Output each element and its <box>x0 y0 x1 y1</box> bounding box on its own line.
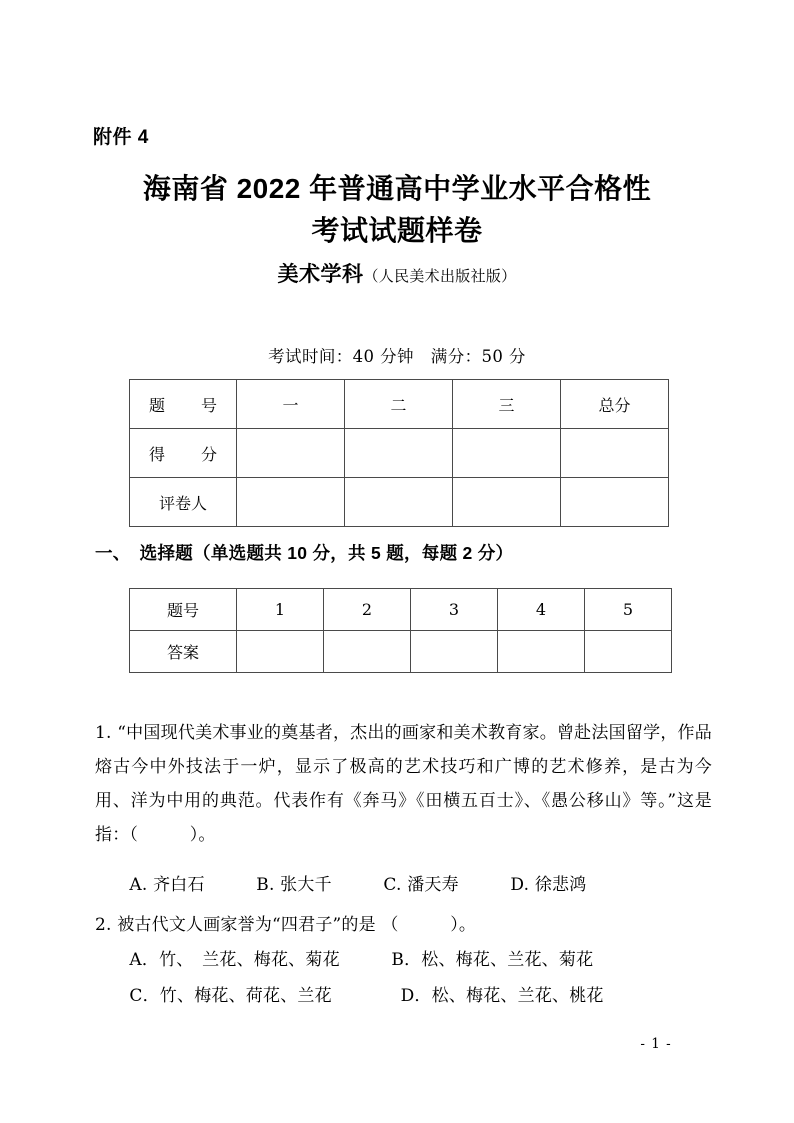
question-2-options-line-2[interactable]: C．竹、梅花、荷花、兰花 D．松、梅花、兰花、桃花 <box>95 986 604 1006</box>
table-row <box>130 631 672 673</box>
question-2-text: 2. 被古代文人画家誉为“四君子”的是 （ ）。 <box>95 915 477 935</box>
answer-table-answer-cell[interactable] <box>498 631 585 673</box>
score-table-cell[interactable]: 二 <box>345 380 453 429</box>
table-row <box>130 478 669 527</box>
score-table-row-label: 得 分 <box>130 429 237 478</box>
subject-name: 美术学科 <box>277 263 364 286</box>
answer-table-question-number: 4 <box>498 589 585 631</box>
page-title-line-1: 海南省 2022 年普通高中学业水平合格性 <box>142 173 652 204</box>
answer-sheet-table <box>129 588 672 673</box>
score-table-cell[interactable] <box>561 429 669 478</box>
page-number-footer: - 1 - <box>640 1036 672 1052</box>
score-table-cell[interactable]: 一 <box>237 380 345 429</box>
score-table-row-label: 评卷人 <box>130 478 237 527</box>
page-title <box>97 168 697 252</box>
exam-meta-info: 考试时间：40 分钟 满分：50 分 <box>268 347 526 366</box>
score-table-cell[interactable] <box>561 478 669 527</box>
question-1-options[interactable]: A. 齐白石 B. 张大千 C. 潘天寿 D. 徐悲鸿 <box>95 875 587 895</box>
score-table <box>129 379 669 527</box>
attachment-label: 附件 4 <box>93 127 149 148</box>
score-table-cell[interactable] <box>237 429 345 478</box>
question-1-text: 1. “中国现代美术事业的奠基者，杰出的画家和美术教育家。曾赴法国留学，作品熔古今中外技法于一炉，显示了极高的艺术技巧和广博的艺术修养，是古为今用、洋为中用的典范。代表作有《奔马》《田横五百士》、《愚公移山》等。”这是指：（ ）。 <box>95 723 712 845</box>
question-2-options-line-1[interactable]: A．竹、 兰花、梅花、菊花 B．松、梅花、兰花、菊花 <box>95 950 594 970</box>
answer-table-answer-cell[interactable] <box>585 631 672 673</box>
section-heading-1: 一、 选择题（单选题共 10 分，共 5 题，每题 2 分） <box>95 543 514 563</box>
answer-table-answer-cell[interactable] <box>237 631 324 673</box>
answer-table-question-number: 1 <box>237 589 324 631</box>
score-table-cell[interactable] <box>453 429 561 478</box>
table-row <box>130 429 669 478</box>
subject-publisher: （人民美术出版社版） <box>363 267 517 285</box>
score-table-cell[interactable]: 三 <box>453 380 561 429</box>
answer-table-question-number: 2 <box>324 589 411 631</box>
answer-table-answer-label: 答案 <box>130 631 237 673</box>
table-row <box>130 380 669 429</box>
score-table-cell[interactable]: 总分 <box>561 380 669 429</box>
score-table-cell[interactable] <box>345 478 453 527</box>
score-table-cell[interactable] <box>345 429 453 478</box>
answer-table-header-label: 题号 <box>130 589 237 631</box>
answer-table-answer-cell[interactable] <box>324 631 411 673</box>
page-title-line-2: 考试试题样卷 <box>311 215 483 246</box>
score-table-row-label: 题 号 <box>130 380 237 429</box>
answer-table-answer-cell[interactable] <box>411 631 498 673</box>
score-table-cell[interactable] <box>453 478 561 527</box>
answer-table-question-number: 3 <box>411 589 498 631</box>
score-table-cell[interactable] <box>237 478 345 527</box>
subject-line <box>97 258 697 288</box>
answer-table-question-number: 5 <box>585 589 672 631</box>
question-2-options <box>95 942 712 1014</box>
table-row <box>130 589 672 631</box>
